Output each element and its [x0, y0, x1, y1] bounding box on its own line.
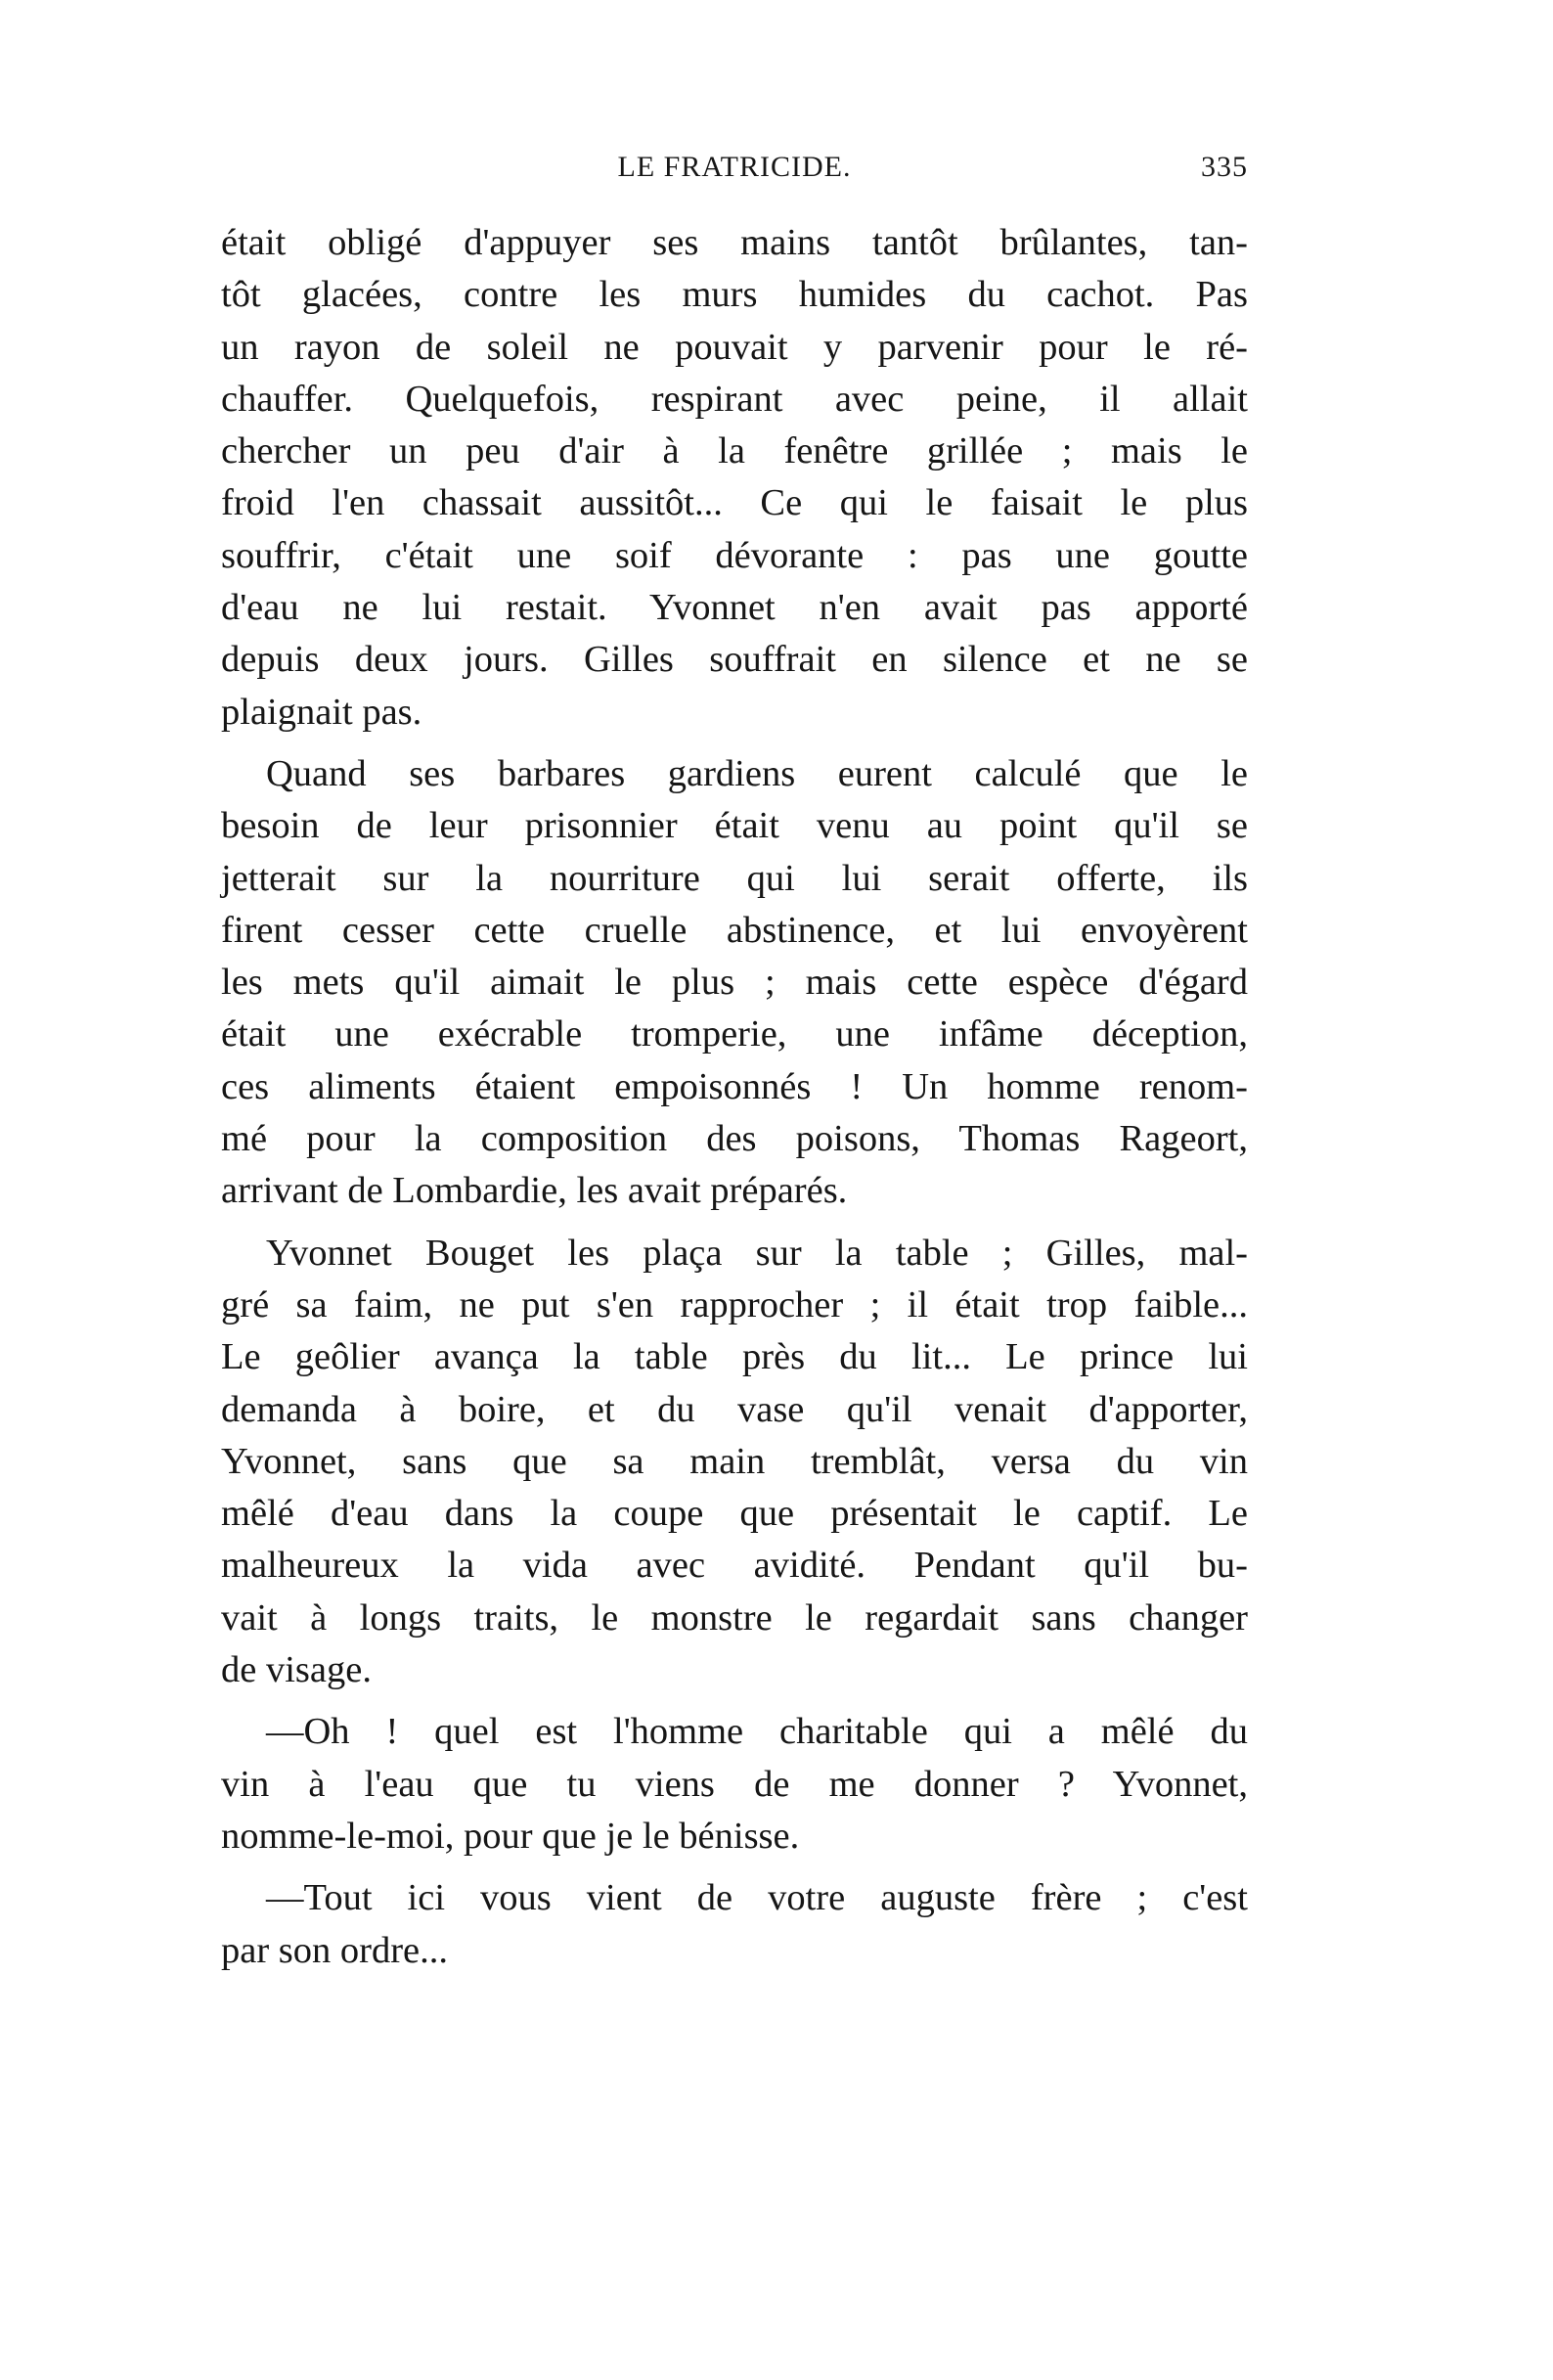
- text-line: jetterait sur la nourriture qui lui serait offerte, ils: [221, 857, 1248, 899]
- paragraph: [221, 1228, 1248, 1697]
- text-line: vait à longs traits, le monstre le regardait sans changer: [221, 1596, 1248, 1639]
- text-line: de visage.: [221, 1649, 372, 1691]
- text-line: d'eau ne lui restait. Yvonnet n'en avait pas apporté: [221, 587, 1248, 629]
- text-line: gré sa faim, ne put s'en rapprocher ; il était trop faible...: [221, 1283, 1248, 1325]
- text-line: par son ordre...: [221, 1929, 448, 1971]
- text-line: depuis deux jours. Gilles souffrait en silence et ne se: [221, 639, 1248, 681]
- text-line: —Oh ! quel est l'homme charitable qui a mêlé du: [266, 1711, 1248, 1753]
- text-line: Yvonnet, sans que sa main tremblât, versa du vin: [221, 1440, 1248, 1482]
- paragraph: [221, 1706, 1248, 1863]
- text-line: plaignait pas.: [221, 691, 422, 733]
- running-head: [221, 151, 1248, 190]
- paragraph: [221, 1872, 1248, 1977]
- text-line: malheureux la vida avec avidité. Pendant qu'il bu-: [221, 1545, 1248, 1587]
- text-line: vin à l'eau que tu viens de me donner ? Yvonnet,: [221, 1763, 1248, 1805]
- text-line: besoin de leur prisonnier était venu au point qu'il se: [221, 805, 1248, 847]
- paragraph: [221, 748, 1248, 1218]
- paragraph-gap: [221, 1863, 1248, 1872]
- text-line: Yvonnet Bouget les plaça sur la table ; Gilles, mal-: [266, 1232, 1248, 1274]
- page-number: 335: [1201, 151, 1248, 183]
- text-line: était une exécrable tromperie, une infâme déception,: [221, 1013, 1248, 1055]
- paragraph-gap: [221, 739, 1248, 748]
- body-text: [221, 217, 1248, 1977]
- text-line: demanda à boire, et du vase qu'il venait d'apporter,: [221, 1388, 1248, 1430]
- text-line: —Tout ici vous vient de votre auguste frère ; c'est: [266, 1877, 1248, 1919]
- text-line: mêlé d'eau dans la coupe que présentait le captif. Le: [221, 1493, 1248, 1535]
- paragraph-gap: [221, 1218, 1248, 1228]
- text-line: nomme-le-moi, pour que je le bénisse.: [221, 1815, 800, 1857]
- text-line: Le geôlier avança la table près du lit... Le prince lui: [221, 1336, 1248, 1378]
- text-line: chauffer. Quelquefois, respirant avec peine, il allait: [221, 378, 1248, 420]
- text-line: était obligé d'appuyer ses mains tantôt brûlantes, tan-: [221, 222, 1248, 263]
- text-line: Quand ses barbares gardiens eurent calculé que le: [266, 752, 1248, 794]
- text-line: chercher un peu d'air à la fenêtre grillée ; mais le: [221, 430, 1248, 472]
- text-line: arrivant de Lombardie, les avait préparés.: [221, 1170, 848, 1212]
- text-line: firent cesser cette cruelle abstinence, et lui envoyèrent: [221, 909, 1248, 951]
- text-line: mé pour la composition des poisons, Thomas Rageort,: [221, 1118, 1248, 1160]
- text-line: souffrir, c'était une soif dévorante : pas une goutte: [221, 534, 1248, 576]
- paragraph-gap: [221, 1696, 1248, 1706]
- text-line: tôt glacées, contre les murs humides du cachot. Pas: [221, 274, 1248, 316]
- text-line: ces aliments étaient empoisonnés ! Un homme renom-: [221, 1065, 1248, 1107]
- text-line: un rayon de soleil ne pouvait y parvenir pour le ré-: [221, 326, 1248, 368]
- running-title: LE FRATRICIDE.: [617, 151, 852, 183]
- text-line: les mets qu'il aimait le plus ; mais cette espèce d'égard: [221, 962, 1248, 1004]
- text-line: froid l'en chassait aussitôt... Ce qui le faisait le plus: [221, 482, 1248, 524]
- paragraph: [221, 217, 1248, 739]
